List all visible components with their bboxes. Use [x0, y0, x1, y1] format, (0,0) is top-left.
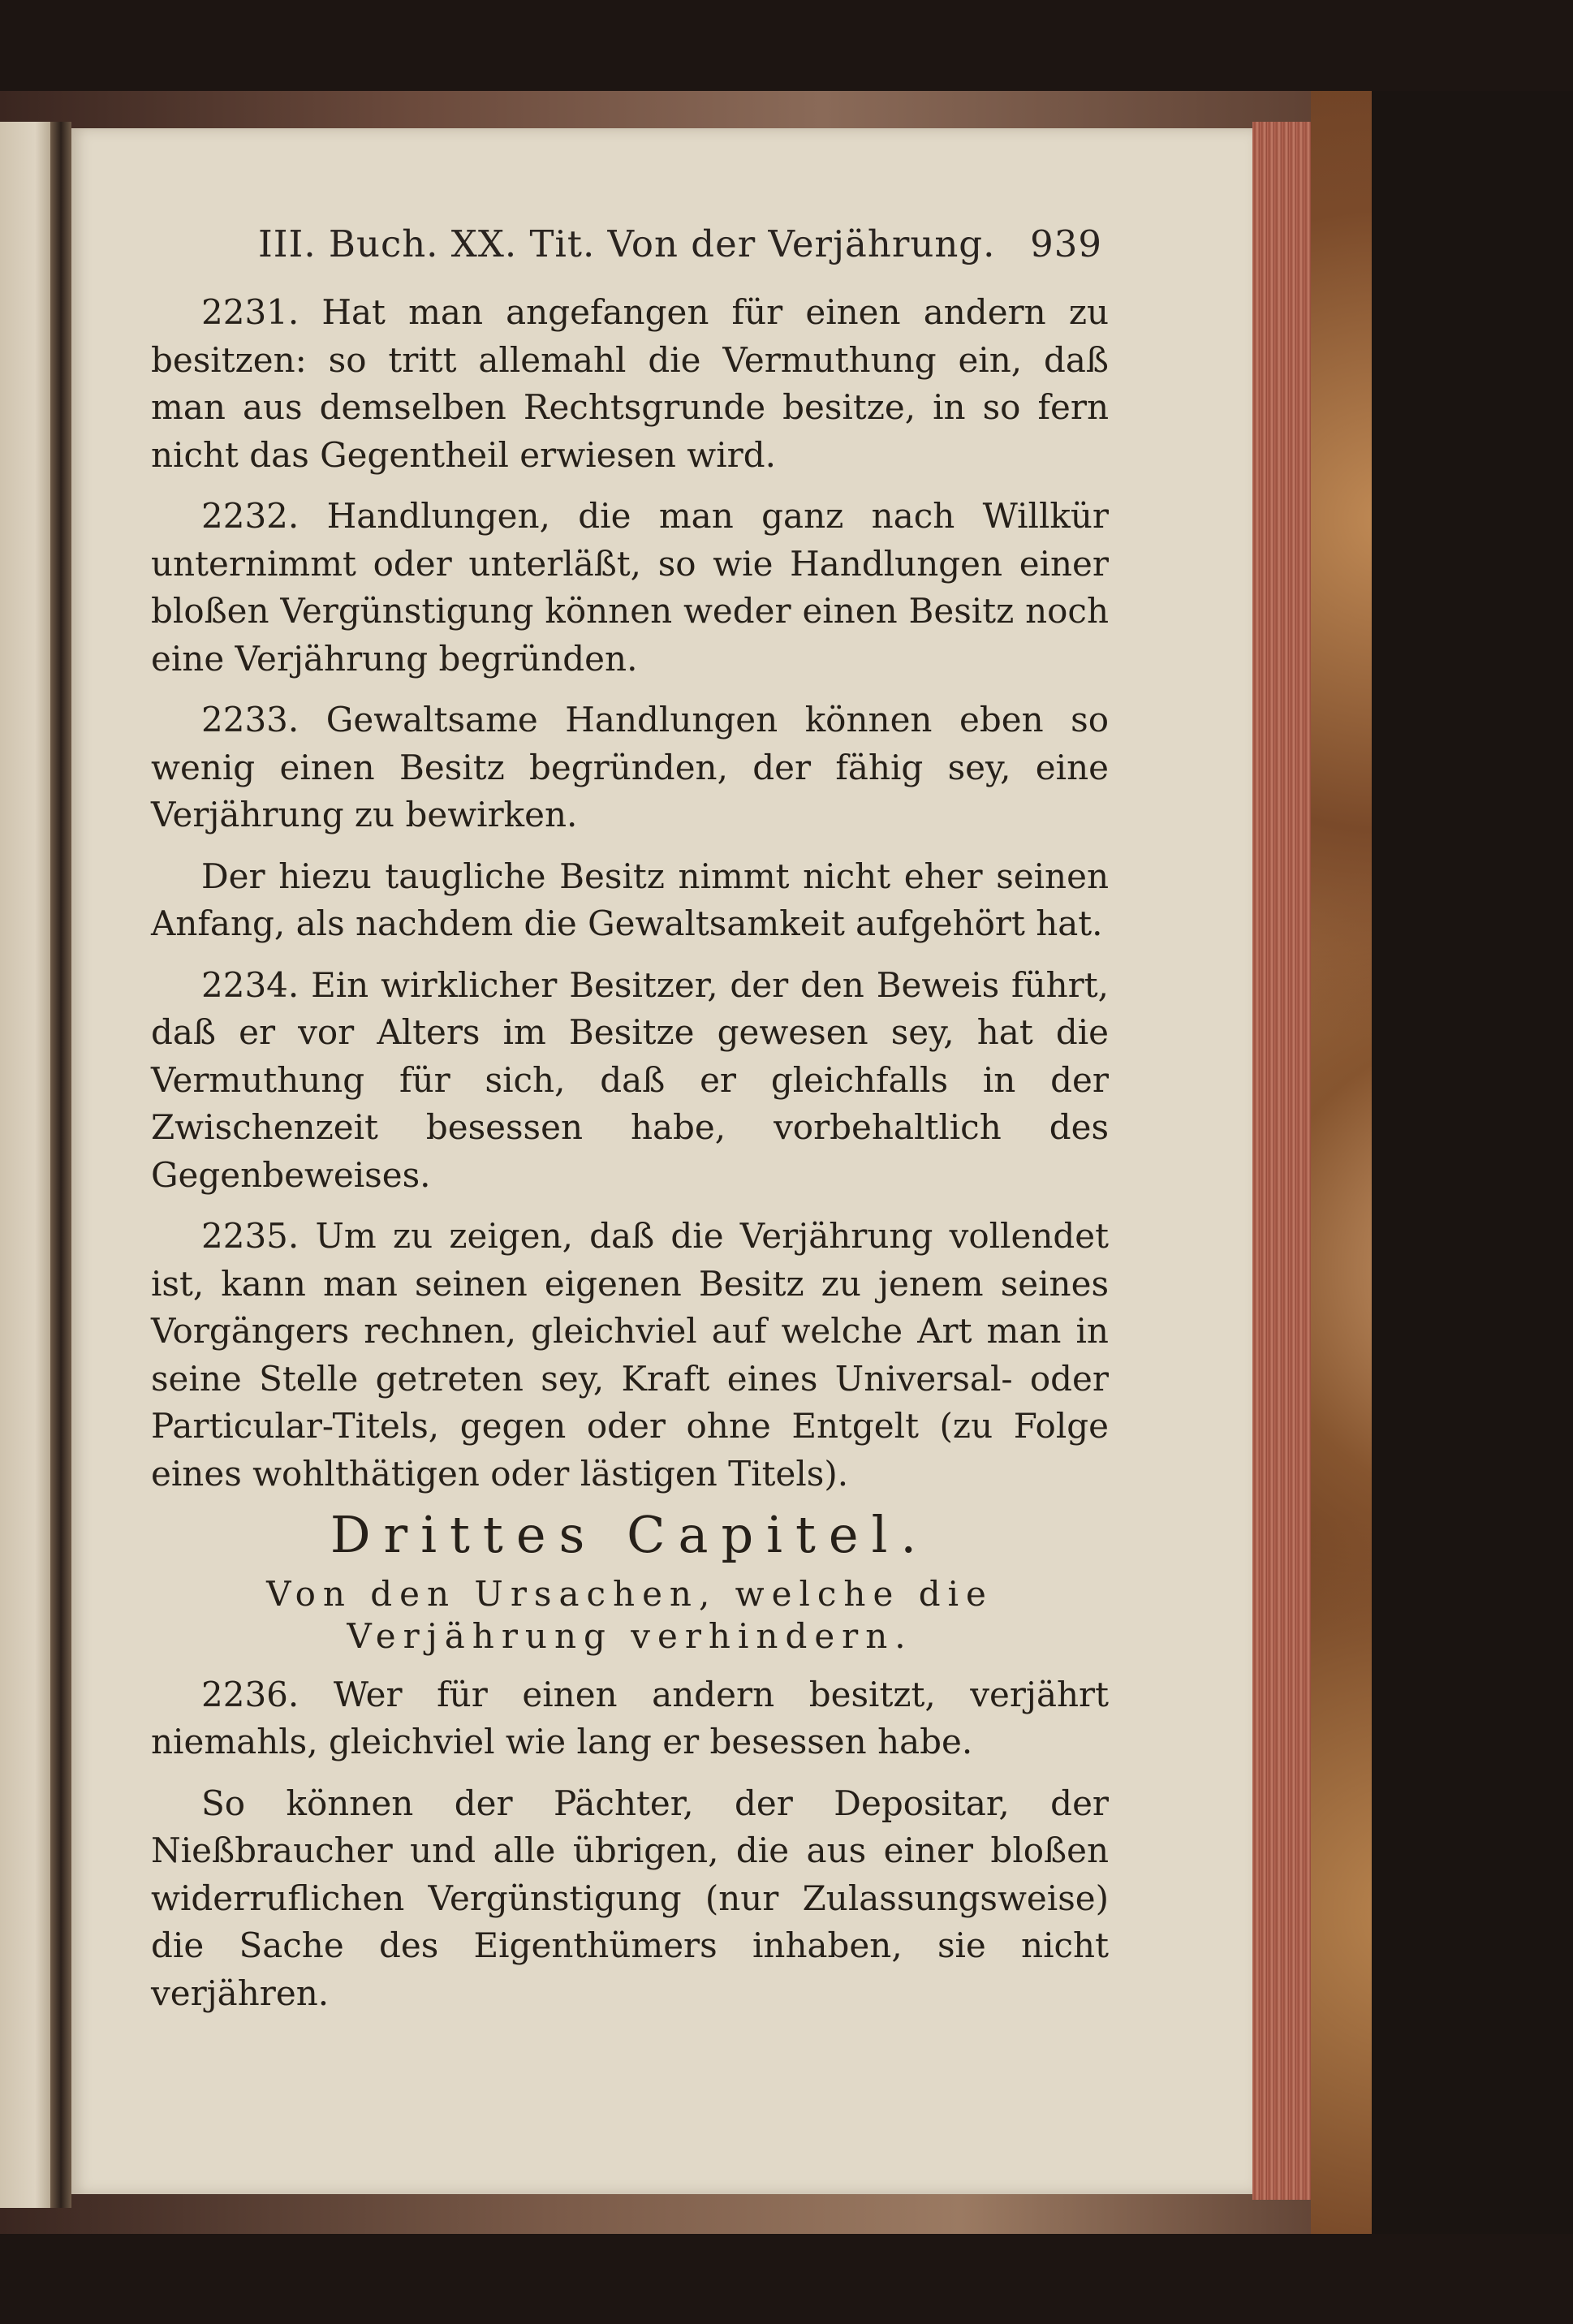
- paragraph-number: 2233.: [201, 700, 300, 739]
- paragraph-text: So können der Pächter, der Depositar, der Nießbraucher und alle übrigen, die aus einer bloßen widerruflichen Vergünstigung (nur Zulassungsweise) die Sache des Eigenthümers inhaben, sie nicht verjähren.: [151, 1783, 1109, 2013]
- paragraph-number: 2234.: [201, 964, 300, 1005]
- paragraph-text: Ein wirklicher Besitzer, der den Beweis führt, daß er vor Alters im Besitze gewesen sey, hat die Vermuthung für sich, daß er gleichfalls in der Zwischenzeit besessen habe, vorbehaltlich des Gegenbeweises.: [151, 964, 1109, 1195]
- paragraph-text: Um zu zeigen, daß die Verjährung vollendet ist, kann man seinen eigenen Besitz zu jenem seines Vorgängers rechnen, gleichviel auf welche Art man in seine Stelle getreten sey, Kraft eines Universal- oder Particular-Titels, gegen oder ohne Entgelt (zu Folge eines wohlthätigen oder lästigen Titels).: [151, 1216, 1110, 1494]
- paragraph-2236-continued: [151, 1780, 1109, 2018]
- paragraph-number: 2235.: [201, 1216, 300, 1256]
- paragraph-number: 2232.: [201, 496, 300, 536]
- page-edges-red: [1252, 122, 1311, 2200]
- page-content: [151, 289, 1109, 2031]
- paragraph-text: Der hiezu taugliche Besitz nimmt nicht eher seinen Anfang, als nachdem die Gewaltsamkeit aufgehört hat.: [151, 856, 1109, 943]
- chapter-subtitle: Von den Ursachen, welche die Verjährung verhindern.: [266, 1573, 993, 1656]
- paragraph-2233-continued: [151, 853, 1109, 948]
- paragraph-text: Wer für einen andern besitzt, verjährt niemahls, gleichviel wie lang er besessen habe.: [151, 1674, 1109, 1761]
- paragraph-text: Gewaltsame Handlungen können eben so wenig einen Besitz begründen, der fähig sey, eine Verjährung zu bewirken.: [151, 700, 1109, 834]
- page-number: 939: [1030, 222, 1102, 265]
- running-title: III. Buch. XX. Tit. Von der Verjährung.: [258, 222, 996, 265]
- paragraph-text: Hat man angefangen für einen andern zu besitzen: so tritt allemahl die Vermuthung ein, daß man aus demselben Rechtsgrunde besitze, in so fern nicht das Gegentheil erwiesen wird.: [151, 292, 1109, 475]
- paragraph-number: 2236.: [201, 1674, 300, 1714]
- paragraph-number: 2231.: [201, 292, 300, 332]
- paragraph-text: Handlungen, die man ganz nach Willkür unternimmt oder unterläßt, so wie Handlungen einer bloßen Vergünstigung können weder einen Besitz noch eine Verjährung begründen.: [151, 496, 1109, 679]
- background: [1372, 91, 1573, 2234]
- facing-page-edge: [0, 122, 50, 2208]
- paragraph-2236: [151, 1671, 1109, 1766]
- paragraph-2231: [151, 289, 1109, 479]
- chapter-title: Drittes Capitel.: [330, 1505, 930, 1564]
- page-header: [258, 222, 1102, 268]
- paragraph-2232: [151, 493, 1109, 683]
- book-gutter: [50, 122, 71, 2208]
- paragraph-2235: [151, 1213, 1109, 1498]
- paragraph-2234: [151, 962, 1109, 1200]
- book-binding-bottom: [0, 2192, 1372, 2234]
- paragraph-2233: [151, 696, 1109, 839]
- book-binding-top: [0, 91, 1372, 133]
